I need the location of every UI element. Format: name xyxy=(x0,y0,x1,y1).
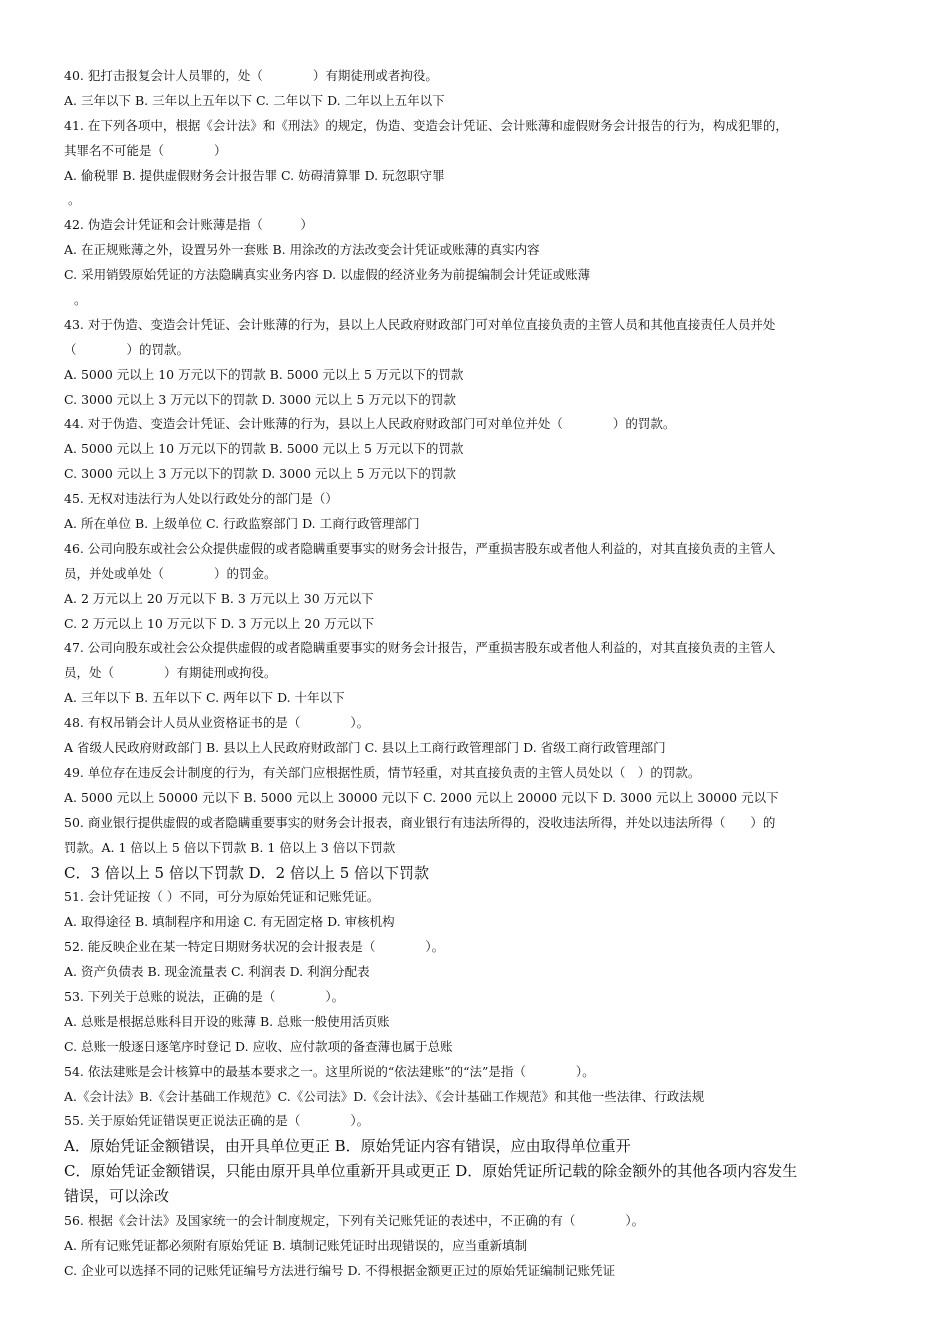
text-line: 员，处（ ）有期徒刑或拘役。 xyxy=(64,665,277,681)
text-line: A. 偷税罪 B. 提供虚假财务会计报告罪 C. 妨碍清算罪 D. 玩忽职守罪 xyxy=(64,167,445,183)
text-line: 。 xyxy=(74,292,87,308)
text-line: C. 采用销毁原始凭证的方法隐瞒真实业务内容 D. 以虚假的经济业务为前提编制会计凭证或账薄 xyxy=(64,267,591,283)
text-line: 罚款。A. 1 倍以上 5 倍以下罚款 B. 1 倍以上 3 倍以下罚款 xyxy=(64,839,396,855)
text-line: C．3 倍以上 5 倍以下罚款 D．2 倍以上 5 倍以下罚款 xyxy=(64,863,430,882)
text-line: 56. 根据《会计法》及国家统一的会计制度规定，下列有关记账凭证的表述中，不正确的有（ ）。 xyxy=(64,1212,645,1228)
text-line: A. 5000 元以上 10 万元以下的罚款 B. 5000 元以上 5 万元以下的罚款 xyxy=(64,366,464,382)
text-line: 44. 对于伪造、变造会计凭证、会计账薄的行为，县以上人民政府财政部门可对单位并处（ ）的罚款。 xyxy=(64,416,676,432)
text-line: 48. 有权吊销会计人员从业资格证书的是（ ）。 xyxy=(64,715,370,731)
text-line: 。 xyxy=(68,192,81,208)
text-line: A. 在正规账薄之外，设置另外一套账 B. 用涂改的方法改变会计凭证或账薄的真实内容 xyxy=(64,242,540,258)
text-line: C. 企业可以选择不同的记账凭证编号方法进行编号 D. 不得根据金额更正过的原始凭证编制记账凭证 xyxy=(64,1262,616,1278)
text-line: A. 取得途径 B. 填制程序和用途 C. 有无固定格 D. 审核机构 xyxy=(64,914,395,930)
text-line: 46. 公司向股东或社会公众提供虚假的或者隐瞒重要事实的财务会计报告，严重损害股东或者他人利益的，对其直接负责的主管人 xyxy=(64,540,776,556)
text-line: A．原始凭证金额错误，由开具单位更正 B．原始凭证内容有错误，应由取得单位重开 xyxy=(64,1137,631,1156)
text-line: 49. 单位存在违反会计制度的行为，有关部门应根据性质，情节轻重，对其直接负责的主管人员处以（ ）的罚款。 xyxy=(64,764,701,780)
text-line: A. 三年以下 B. 五年以下 C. 两年以下 D. 十年以下 xyxy=(64,690,345,706)
text-line: A. 5000 元以上 10 万元以下的罚款 B. 5000 元以上 5 万元以下的罚款 xyxy=(64,441,464,457)
text-line: 45. 无权对违法行为人处以行政处分的部门是（） xyxy=(64,491,338,507)
text-line: C. 3000 元以上 3 万元以下的罚款 D. 3000 元以上 5 万元以下的罚款 xyxy=(64,466,456,482)
text-line: 52. 能反映企业在某一特定日期财务状况的会计报表是（ ）。 xyxy=(64,939,445,955)
text-line: 54. 依法建账是会计核算中的最基本要求之一。这里所说的“依法建账”的“法”是指（ ）。 xyxy=(64,1063,595,1079)
text-line: A. 5000 元以上 50000 元以下 B. 5000 元以上 30000 元以下 C. 2000 元以上 20000 元以下 D. 3000 元以上 30000 元以下 xyxy=(64,789,779,805)
text-line: A. 所有记账凭证都必须附有原始凭证 B. 填制记账凭证时出现错误的，应当重新填制 xyxy=(64,1237,528,1253)
question-list xyxy=(64,64,910,1284)
text-line: 41. 在下列各项中，根据《会计法》和《刑法》的规定，伪造、变造会计凭证、会计账薄和虚假财务会计报告的行为，构成犯罪的， xyxy=(64,117,788,133)
text-line: C. 总账一般逐日逐笔序时登记 D. 应收、应付款项的备查薄也属于总账 xyxy=(64,1038,453,1054)
text-line: 40. 犯打击报复会计人员罪的，处（ ）有期徒刑或者拘役。 xyxy=(64,68,438,83)
text-line: 42. 伪造会计凭证和会计账薄是指（ ） xyxy=(64,217,313,233)
text-line: A. 2 万元以上 20 万元以下 B. 3 万元以上 30 万元以下 xyxy=(64,590,374,606)
text-line: C. 3000 元以上 3 万元以下的罚款 D. 3000 元以上 5 万元以下的罚款 xyxy=(64,391,456,407)
text-line: 55. 关于原始凭证错误更正说法正确的是（ ）。 xyxy=(64,1113,370,1129)
text-line: 其罪名不可能是（ ） xyxy=(64,142,227,158)
text-line: C. 2 万元以上 10 万元以下 D. 3 万元以上 20 万元以下 xyxy=(64,615,375,631)
text-line: 47. 公司向股东或社会公众提供虚假的或者隐瞒重要事实的财务会计报告，严重损害股东或者他人利益的，对其直接负责的主管人 xyxy=(64,640,776,656)
text-line: C．原始凭证金额错误，只能由原开具单位重新开具或更正 D．原始凭证所记载的除金额外的其他各项内容发生 xyxy=(64,1162,798,1181)
text-line: A 省级人民政府财政部门 B. 县以上人民政府财政部门 C. 县以上工商行政管理部门 D. 省级工商行政管理部门 xyxy=(64,740,666,756)
text-line: （ ）的罚款。 xyxy=(64,341,190,357)
text-line: 错误，可以涂改 xyxy=(64,1187,170,1206)
text-line: 员，并处或单处（ ）的罚金。 xyxy=(64,565,277,581)
text-line: A. 所在单位 B. 上级单位 C. 行政监察部门 D. 工商行政管理部门 xyxy=(64,516,420,532)
text-line: A. 资产负债表 B. 现金流量表 C. 利润表 D. 利润分配表 xyxy=(64,964,370,980)
text-line: 43. 对于伪造、变造会计凭证、会计账薄的行为，县以上人民政府财政部门可对单位直接负责的主管人员和其他直接责任人员并处 xyxy=(64,316,776,332)
text-line: A. 三年以下 B. 三年以上五年以下 C. 二年以下 D. 二年以上五年以下 xyxy=(64,92,445,108)
text-line: A. 总账是根据总账科目开设的账薄 B. 总账一般使用活页账 xyxy=(64,1013,390,1029)
text-line: 50. 商业银行提供虚假的或者隐瞒重要事实的财务会计报表，商业银行有违法所得的，没收违法所得，并处以违法所得（ ）的 xyxy=(64,814,776,830)
text-line: 53. 下列关于总账的说法，正确的是（ ）。 xyxy=(64,988,345,1004)
text-line: 51. 会计凭证按（ ）不同，可分为原始凭证和记账凭证。 xyxy=(64,889,380,905)
text-line: A.《会计法》B.《会计基础工作规范》C.《公司法》D.《会计法》、《会计基础工作规范》和其他一些法律、行政法规 xyxy=(64,1088,705,1104)
